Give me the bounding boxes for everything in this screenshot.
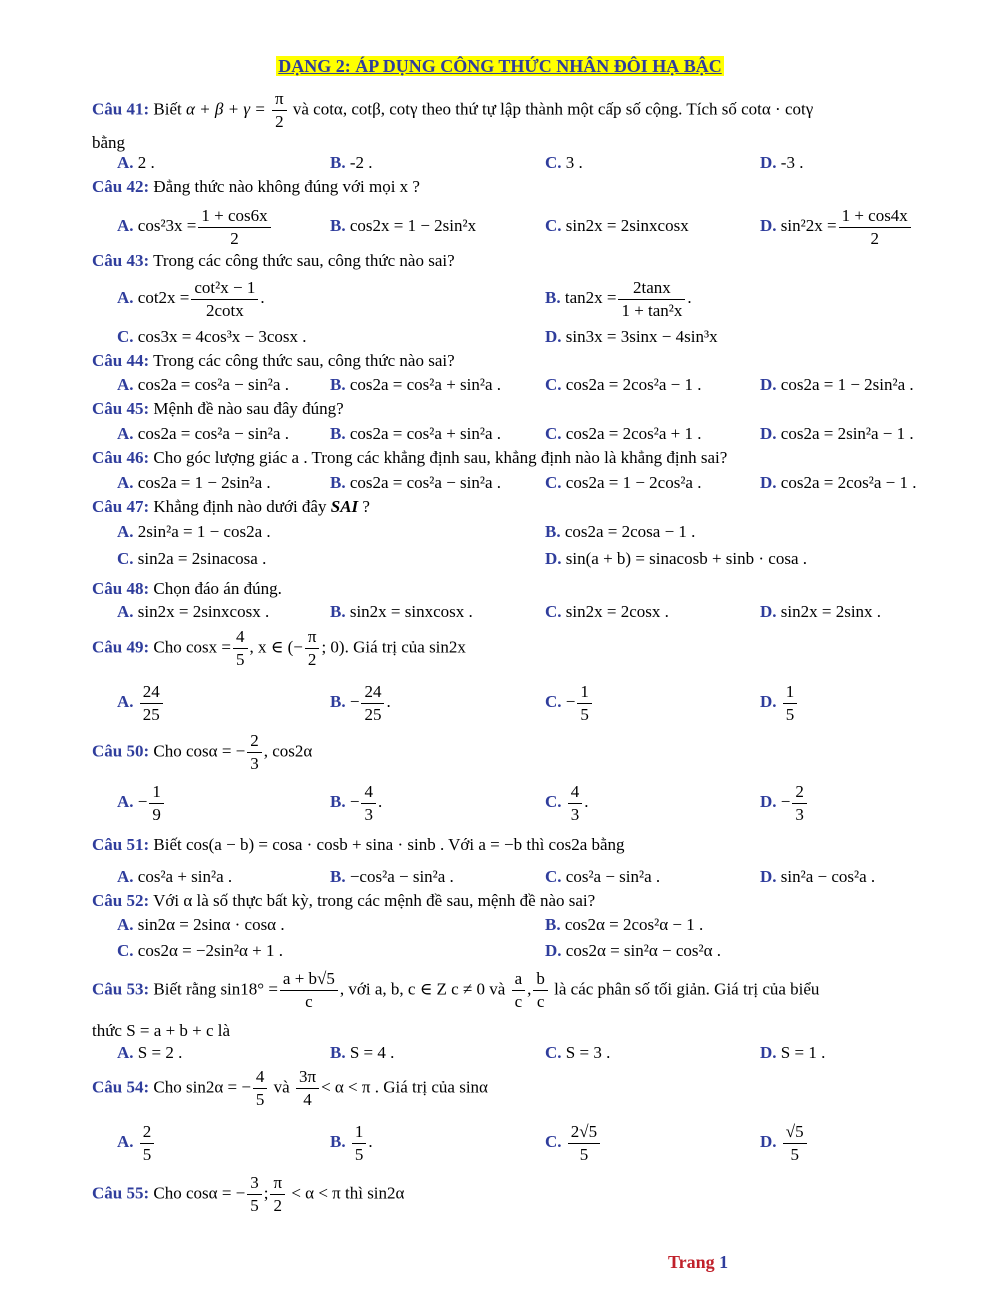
option-d[interactable]: D. sin²a − cos²a . <box>760 867 876 886</box>
options-43-row1 <box>0 276 1000 320</box>
option-c[interactable]: C. sin2x = 2sinxcosx <box>545 216 689 235</box>
option-b[interactable]: B. cos2a = cos²a + sin²a . <box>330 375 502 394</box>
option-b[interactable]: B. cos2a = 2cosa − 1 . <box>545 522 696 541</box>
option-d[interactable]: D. cos2a = 1 − 2sin²a . <box>760 375 914 394</box>
fraction: $\frac{\pi}{2}$ <box>272 88 287 133</box>
question-47: Câu 47: Khẳng định nào dưới đây SAI ? <box>92 497 370 516</box>
option-a[interactable]: A. cos2a = cos²a − sin²a . <box>117 375 289 394</box>
option-c[interactable]: C. 3 . <box>545 153 583 172</box>
options-42 <box>0 204 1000 248</box>
question-55: Câu 55: Cho cosα = − $\frac{3}{5}$ ; $\frac{\pi}{2}$ < α < π thì sin2α <box>92 1173 405 1215</box>
option-a[interactable]: A. sin2x = 2sinxcosx . <box>117 602 270 621</box>
options-54 <box>0 1120 1000 1164</box>
option-b[interactable]: B. − $\frac{4}{3}$ . <box>330 781 383 824</box>
option-c[interactable]: C. cos2a = 1 − 2cos²a . <box>545 473 702 492</box>
option-c[interactable]: C. sin2a = 2sinacosa . <box>117 549 267 568</box>
options-47-row1 <box>0 519 1000 545</box>
question-43: Câu 43: Trong các công thức sau, công thức nào sai? <box>92 251 455 270</box>
options-53 <box>0 1040 1000 1066</box>
question-46: Câu 46: Cho góc lượng giác a . Trong các khẳng định sau, khẳng định nào là khẳng định sai? <box>92 448 728 467</box>
options-46 <box>0 470 1000 496</box>
option-a[interactable]: A. $\frac{24}{25}$ <box>117 680 165 726</box>
option-b[interactable]: B. − $\frac{24}{25}$ . <box>330 681 391 724</box>
option-c[interactable]: C. cos2a = 2cos²a − 1 . <box>545 375 702 394</box>
question-48: Câu 48: Chọn đáo án đúng. <box>92 579 282 598</box>
question-45: Câu 45: Mệnh đề nào sau đây đúng? <box>92 399 344 418</box>
option-a[interactable]: A. S = 2 . <box>117 1043 183 1062</box>
option-a[interactable]: A. 2 . <box>117 153 155 172</box>
option-a[interactable]: A. sin2α = 2sinα · cosα . <box>117 915 285 934</box>
option-b[interactable]: B. cos2a = cos²a − sin²a . <box>330 473 502 492</box>
options-44 <box>0 372 1000 398</box>
options-41 <box>0 150 1000 176</box>
question-53: Câu 53: Biết rằng sin18° = $\frac{a + b√5}{c}$ , với a, b, c ∈ Z c ≠ 0 và $\frac{a}{c}$ , $\frac{b}{c}$ là các phân số tối giản. Giá trị của biểu <box>92 969 820 1011</box>
question-54: Câu 54: Cho sin2α = − $\frac{4}{5}$ và $\frac{3\pi}{4}$ < α < π . Giá trị của sinα <box>92 1067 488 1109</box>
option-b[interactable]: B. -2 . <box>330 153 373 172</box>
option-b[interactable]: B. −cos²a − sin²a . <box>330 867 454 886</box>
option-c[interactable]: C. S = 3 . <box>545 1043 611 1062</box>
option-c[interactable]: C. sin2x = 2cosx . <box>545 602 669 621</box>
options-52-row2 <box>0 938 1000 964</box>
question-49: Câu 49: Cho cosx = $\frac{4}{5}$ , x ∈ (− $\frac{\pi}{2}$ ; 0). Giá trị của sin2x <box>92 627 466 669</box>
question-44: Câu 44: Trong các công thức sau, công thức nào sai? <box>92 351 455 370</box>
option-d[interactable]: D. cos2α = sin²α − cos²α . <box>545 941 722 960</box>
option-a[interactable]: A. 2sin²a = 1 − cos2a . <box>117 522 271 541</box>
option-d[interactable]: D. cos2a = 2cos²a − 1 . <box>760 473 917 492</box>
options-48 <box>0 599 1000 625</box>
page-number: 1 <box>719 1252 729 1272</box>
option-a[interactable]: A. cos2a = 1 − 2sin²a . <box>117 473 271 492</box>
question-50: Câu 50: Cho cosα = − $\frac{2}{3}$ , cos2α <box>92 731 313 773</box>
option-a[interactable]: A. cos²a + sin²a . <box>117 867 233 886</box>
options-47-row2 <box>0 546 1000 572</box>
option-a[interactable]: A. cot2x = $\frac{\text{cot²x − 1}}{2\cot x}$ . <box>117 277 265 320</box>
option-c[interactable]: C. cos²a − sin²a . <box>545 867 661 886</box>
option-c[interactable]: C. $\frac{4}{3}$ . <box>545 781 589 824</box>
option-d[interactable]: D. sin(a + b) = sinacosb + sinb · cosa . <box>545 549 808 568</box>
options-52-row1 <box>0 912 1000 938</box>
section-title: DẠNG 2: ÁP DỤNG CÔNG THỨC NHÂN ĐÔI HẠ BẬC <box>278 56 722 76</box>
options-45 <box>0 421 1000 447</box>
option-b[interactable]: B. tan2x = $\frac{2\tan x}{\text{1 + tan²x}}$ . <box>545 277 692 320</box>
option-b[interactable]: B. cos2x = 1 − 2sin²x <box>330 216 477 235</box>
option-d[interactable]: D. $\frac{√5}{5}$ <box>760 1120 809 1166</box>
option-c[interactable]: C. cos2α = −2sin²α + 1 . <box>117 941 283 960</box>
question-53-cont: thức S = a + b + c là <box>92 1021 231 1040</box>
options-50 <box>0 780 1000 824</box>
option-b[interactable]: B. cos2α = 2cos²α − 1 . <box>545 915 704 934</box>
option-c[interactable]: C. cos3x = 4cos³x − 3cosx . <box>117 327 307 346</box>
option-c[interactable]: C. − $\frac{1}{5}$ <box>545 680 594 726</box>
option-d[interactable]: D. − $\frac{2}{3}$ <box>760 780 809 826</box>
option-d[interactable]: D. cos2a = 2sin²a − 1 . <box>760 424 914 443</box>
options-43-row2 <box>0 324 1000 350</box>
option-d[interactable]: D. $\frac{1}{5}$ <box>760 680 799 726</box>
question-52: Câu 52: Với α là số thực bất kỳ, trong các mệnh đề sau, mệnh đề nào sai? <box>92 891 596 910</box>
option-a[interactable]: A. cos²3x = $\frac{1 + \cos 6x}{2}$ <box>117 204 273 250</box>
page-footer: Trang 1 <box>668 1252 729 1272</box>
option-d[interactable]: D. S = 1 . <box>760 1043 826 1062</box>
option-d[interactable]: D. sin²2x = $\frac{1 + \cos 4x}{2}$ <box>760 204 913 250</box>
option-a[interactable]: A. $\frac{2}{5}$ <box>117 1120 156 1166</box>
question-41-cont: bằng <box>92 133 126 152</box>
question-42: Câu 42: Đẳng thức nào không đúng với mọi x ? <box>92 177 420 196</box>
option-a[interactable]: A. − $\frac{1}{9}$ <box>117 780 166 826</box>
option-b[interactable]: B. $\frac{1}{5}$ . <box>330 1121 373 1164</box>
question-51: Câu 51: Biết cos(a − b) = cosa · cosb + sina · sinb . Với a = −b thì cos2a bằng <box>92 835 625 854</box>
question-41: Câu 41: Biết α + β + γ = $\frac{\pi}{2}$ và cotα, cotβ, cotγ theo thứ tự lập thành một cấp số cộng. Tích số cotα · cotγ <box>92 89 814 131</box>
option-b[interactable]: B. S = 4 . <box>330 1043 395 1062</box>
option-d[interactable]: D. sin2x = 2sinx . <box>760 602 882 621</box>
option-c[interactable]: C. cos2a = 2cos²a + 1 . <box>545 424 702 443</box>
options-49 <box>0 680 1000 724</box>
option-b[interactable]: B. sin2x = sinxcosx . <box>330 602 473 621</box>
option-c[interactable]: C. $\frac{2√5}{5}$ <box>545 1120 602 1166</box>
options-51 <box>0 864 1000 890</box>
option-d[interactable]: D. sin3x = 3sinx − 4sin³x <box>545 327 718 346</box>
option-a[interactable]: A. cos2a = cos²a − sin²a . <box>117 424 289 443</box>
option-d[interactable]: D. -3 . <box>760 153 804 172</box>
option-b[interactable]: B. cos2a = cos²a + sin²a . <box>330 424 502 443</box>
